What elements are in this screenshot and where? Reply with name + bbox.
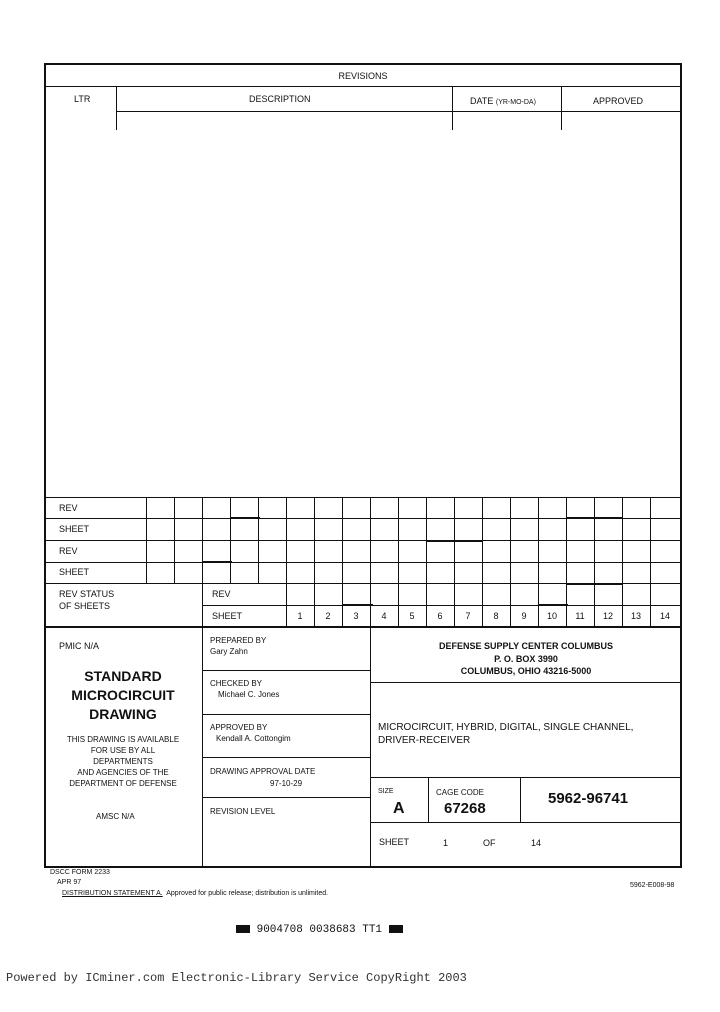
drawing-number: 5962-96741 <box>548 790 629 807</box>
sheet-number: 14 <box>659 611 670 621</box>
approved-by-label: APPROVED BY <box>210 723 268 732</box>
sheet-label-row1: SHEET <box>59 524 90 534</box>
sheet-number: 10 <box>546 611 557 621</box>
of-label: OF <box>483 838 496 848</box>
drawing-description-line1: MICROCIRCUIT, HYBRID, DIGITAL, SINGLE CHANNEL, <box>378 722 634 733</box>
availability-line1: THIS DRAWING IS AVAILABLE <box>66 735 180 744</box>
cage-code-label: CAGE CODE <box>436 788 485 797</box>
sheet-number: 6 <box>437 611 443 621</box>
standard-title-line1: STANDARD <box>84 668 162 684</box>
amsc-label: AMSC N/A <box>96 812 135 821</box>
sheet-number: 5 <box>409 611 415 621</box>
prepared-by-label: PREPARED BY <box>210 636 267 645</box>
sheet-label-row3: SHEET <box>212 611 243 621</box>
org-line1: DEFENSE SUPPLY CENTER COLUMBUS <box>438 641 614 651</box>
revisions-title: REVISIONS <box>338 71 388 81</box>
sheet-number: 7 <box>465 611 471 621</box>
date-header: DATE (YR-MO-DA) <box>470 96 536 106</box>
approval-date-label: DRAWING APPROVAL DATE <box>210 767 316 776</box>
sheet-number: 12 <box>602 611 613 621</box>
size-label: SIZE <box>378 788 394 795</box>
approved-header: APPROVED <box>593 96 644 106</box>
size-value: A <box>393 800 405 817</box>
standard-title-line2: MICROCIRCUIT <box>71 687 175 703</box>
document-code: 5962-E008-98 <box>630 882 675 889</box>
sheet-number: 13 <box>630 611 641 621</box>
availability-line5: DEPARTMENT OF DEFENSE <box>69 779 177 788</box>
of-sheets-label: OF SHEETS <box>59 601 111 611</box>
availability-line2: FOR USE BY ALL <box>90 746 156 755</box>
form-number: DSCC FORM 2233 <box>50 869 110 876</box>
standard-title-line3: DRAWING <box>89 706 157 722</box>
form-date: APR 97 <box>57 879 82 886</box>
org-line2: P. O. BOX 3990 <box>494 654 558 664</box>
sheet-label: SHEET <box>379 837 410 847</box>
sheet-number: 4 <box>381 611 387 621</box>
checked-by-label: CHECKED BY <box>210 679 263 688</box>
sheet-number: 1 <box>297 611 303 621</box>
approval-date-value: 97-10-29 <box>270 779 303 788</box>
sheet-number: 9 <box>521 611 527 621</box>
availability-line4: AND AGENCIES OF THE <box>77 768 169 777</box>
sheet-number: 11 <box>575 611 585 621</box>
barcode-mark-right-icon <box>389 925 403 933</box>
rev-status-label: REV STATUS <box>59 589 115 599</box>
rev-label-row1: REV <box>59 503 78 513</box>
prepared-by-name: Gary Zahn <box>210 647 248 656</box>
sheet-number-value: 1 <box>443 838 449 848</box>
barcode-mark-left-icon <box>236 925 250 933</box>
availability-line3: DEPARTMENTS <box>93 757 153 766</box>
rev-label-row3: REV <box>212 589 231 599</box>
powered-by-notice: Powered by ICminer.com Electronic-Library Service CopyRight 2003 <box>6 971 467 985</box>
org-line3: COLUMBUS, OHIO 43216-5000 <box>460 666 592 676</box>
sheet-number: 2 <box>325 611 331 621</box>
drawing-description-line2: DRIVER-RECEIVER <box>378 735 471 746</box>
sheet-label-row2: SHEET <box>59 567 90 577</box>
barcode-line: 9004708 0038683 TT1 <box>236 924 403 936</box>
approved-by-name: Kendall A. Cottongim <box>216 734 291 743</box>
pmic-label: PMIC N/A <box>59 641 100 651</box>
rev-label-row2: REV <box>59 546 78 556</box>
checked-by-name: Michael C. Jones <box>218 690 280 699</box>
cage-code-value: 67268 <box>444 800 486 817</box>
ltr-header: LTR <box>74 94 91 104</box>
revision-level-label: REVISION LEVEL <box>210 807 276 816</box>
sheet-number: 8 <box>493 611 499 621</box>
sheet-total-value: 14 <box>531 838 542 848</box>
sheet-number: 3 <box>353 611 359 621</box>
description-header: DESCRIPTION <box>249 94 311 104</box>
distribution-statement: DISTRIBUTION STATEMENT A. Approved for public release; distribution is unlimited. <box>62 890 329 897</box>
